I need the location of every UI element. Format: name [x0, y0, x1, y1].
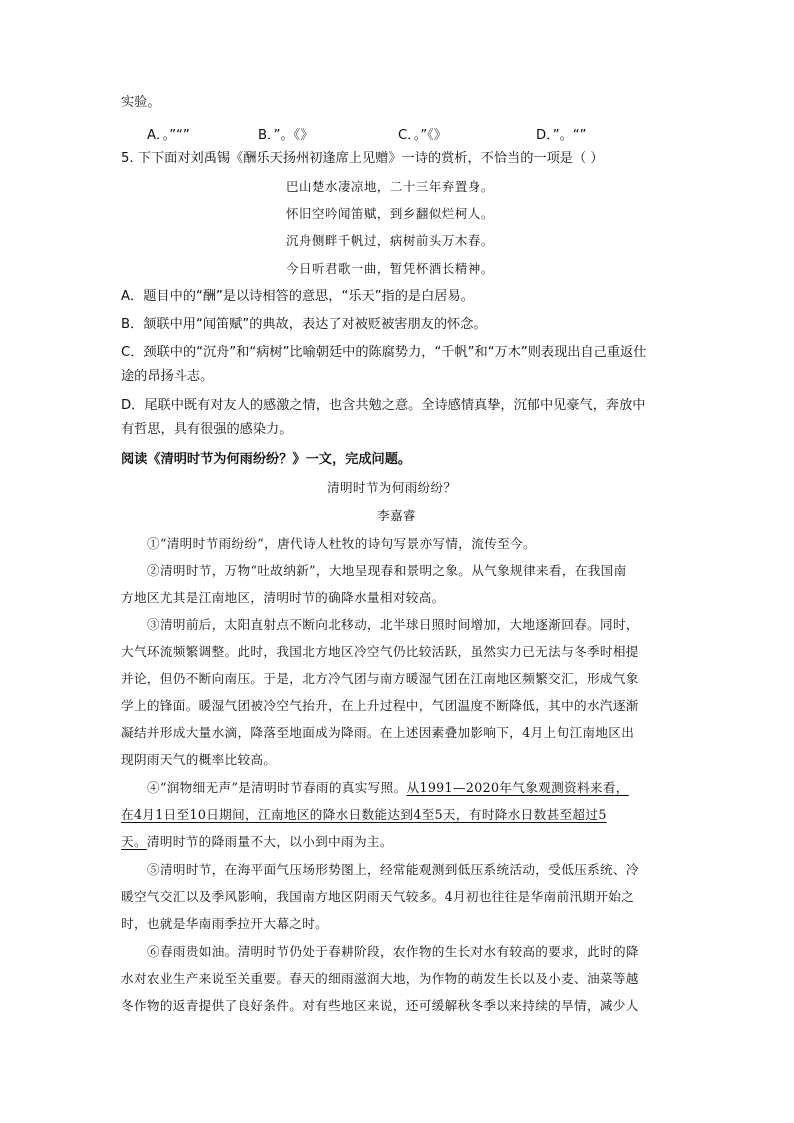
paragraph-4 — [147, 780, 629, 796]
poem-line: 怀旧空吟闻笛赋，到乡翻似烂柯人。 — [286, 206, 494, 221]
paragraph-4-text: 清明时节的降雨量不大，以小到中雨为主。 — [146, 834, 393, 849]
article-title: 清明时节为何雨纷纷？ — [327, 480, 457, 495]
underlined-text: 天。 — [121, 834, 147, 849]
paragraph-3-cont: 凝结并形成大量水滴，降落至地面成为降雨。在上述因素叠加影响下，4月上旬江南地区出 — [121, 725, 635, 740]
paragraph-5-cont: 时，也就是华南雨季拉开大幕之时。 — [121, 916, 329, 931]
option-c-text-cont: 途的昂扬斗志。 — [121, 369, 214, 384]
paragraph-4-cont — [121, 834, 393, 850]
reading-heading: 阅读《清明时节为何雨纷纷？》一文，完成问题。 — [121, 452, 412, 467]
question-5-stem: 5. 下下面对刘禹锡《酬乐天扬州初逢席上见赠》一诗的赏析，不恰当的一项是（ ） — [121, 151, 604, 166]
option-d: D．”。“” — [536, 128, 587, 143]
option-b-text: B．颔联中用“闻笛赋”的典故，表达了对被贬被害朋友的怀念。 — [121, 317, 487, 332]
option-d-text-cont: 有哲思，具有很强的感染力。 — [121, 422, 293, 437]
paragraph-5: ⑤清明时节，在海平面气压场形势图上，经常能观测到低压系统活动，受低压系统、冷 — [147, 862, 639, 877]
paragraph-5-cont: 暖空气交汇以及季风影响，我国南方地区阴雨天气较多。4月初也往往是华南前汛期开始之 — [121, 889, 635, 904]
option-b: B．”。《》 — [258, 128, 314, 143]
paragraph-2-cont: 方地区尤其是江南地区，清明时节的确降水量相对较高。 — [121, 590, 445, 605]
underlined-text: 在4月1日至10日期间，江南地区的降水日数能达到4至5天，有时降水日数甚至超过5 — [121, 807, 607, 822]
poem-line: 巴山楚水凄凉地，二十三年弃置身。 — [286, 179, 494, 194]
poem-line: 沉舟侧畔千帆过，病树前头万木春。 — [286, 233, 494, 248]
option-c-text: C．颈联中的“沉舟”和“病树”比喻朝廷中的陈腐势力，“千帆”和“万木”则表现出自己重返仕 — [121, 345, 647, 360]
paragraph-3-cont: 学上的锋面。暖湿气团被冷空气抬升，在上升过程中，气团温度不断降低，其中的水汽逐渐 — [121, 698, 639, 713]
paragraph-3-cont: 大气环流频繁调整。此时，我国北方地区冷空气仍比较活跃，虽然实力已无法与冬季时相提 — [121, 644, 639, 659]
text-line: 实验。 — [121, 95, 161, 110]
option-c: C．。”《》 — [398, 128, 447, 143]
paragraph-3: ③清明前后，太阳直射点不断向北移动，北半球日照时间增加，大地逐渐回春。同时， — [147, 617, 639, 632]
paragraph-4-cont — [121, 807, 607, 823]
article-author: 李嘉睿 — [377, 508, 416, 523]
paragraph-3-cont: 现阴雨天气的概率比较高。 — [121, 752, 277, 767]
poem-line: 今日听君歌一曲，暂凭杯酒长精神。 — [286, 261, 494, 276]
underlined-text: 从1991—2020年气象观测资料来看， — [406, 780, 629, 795]
option-a: A．。”“” — [147, 128, 190, 143]
paragraph-6-cont: 冬作物的返青提供了良好条件。对有些地区来说，还可缓解秋冬季以来持续的旱情，减少人 — [121, 998, 639, 1013]
paragraph-6: ⑥春雨贵如油。清明时节仍处于春耕阶段，农作物的生长对水有较高的要求，此时的降 — [147, 944, 639, 959]
paragraph-6-cont: 水对农业生产来说至关重要。春天的细雨滋润大地，为作物的萌发生长以及小麦、油菜等越 — [121, 971, 639, 986]
paragraph-2: ②清明时节，万物“吐故纳新”，大地呈现春和景明之象。从气象规律来看，在我国南 — [147, 563, 627, 578]
option-a-text: A．题目中的“酬”是以诗相答的意思，“乐天”指的是白居易。 — [121, 289, 474, 304]
option-d-text: D．尾联中既有对友人的感激之情，也含共勉之意。全诗感情真挚，沉郁中见豪气，奔放中 — [121, 398, 646, 413]
paragraph-3-cont: 并论，但仍不断向南压。于是，北方冷气团与南方暖湿气团在江南地区频繁交汇，形成气象 — [121, 671, 639, 686]
paragraph-1: ①“清明时节雨纷纷”，唐代诗人杜牧的诗句写景亦写情，流传至今。 — [147, 536, 536, 551]
paragraph-4-text: ④“润物细无声”是清明时节春雨的真实写照。 — [147, 780, 407, 795]
